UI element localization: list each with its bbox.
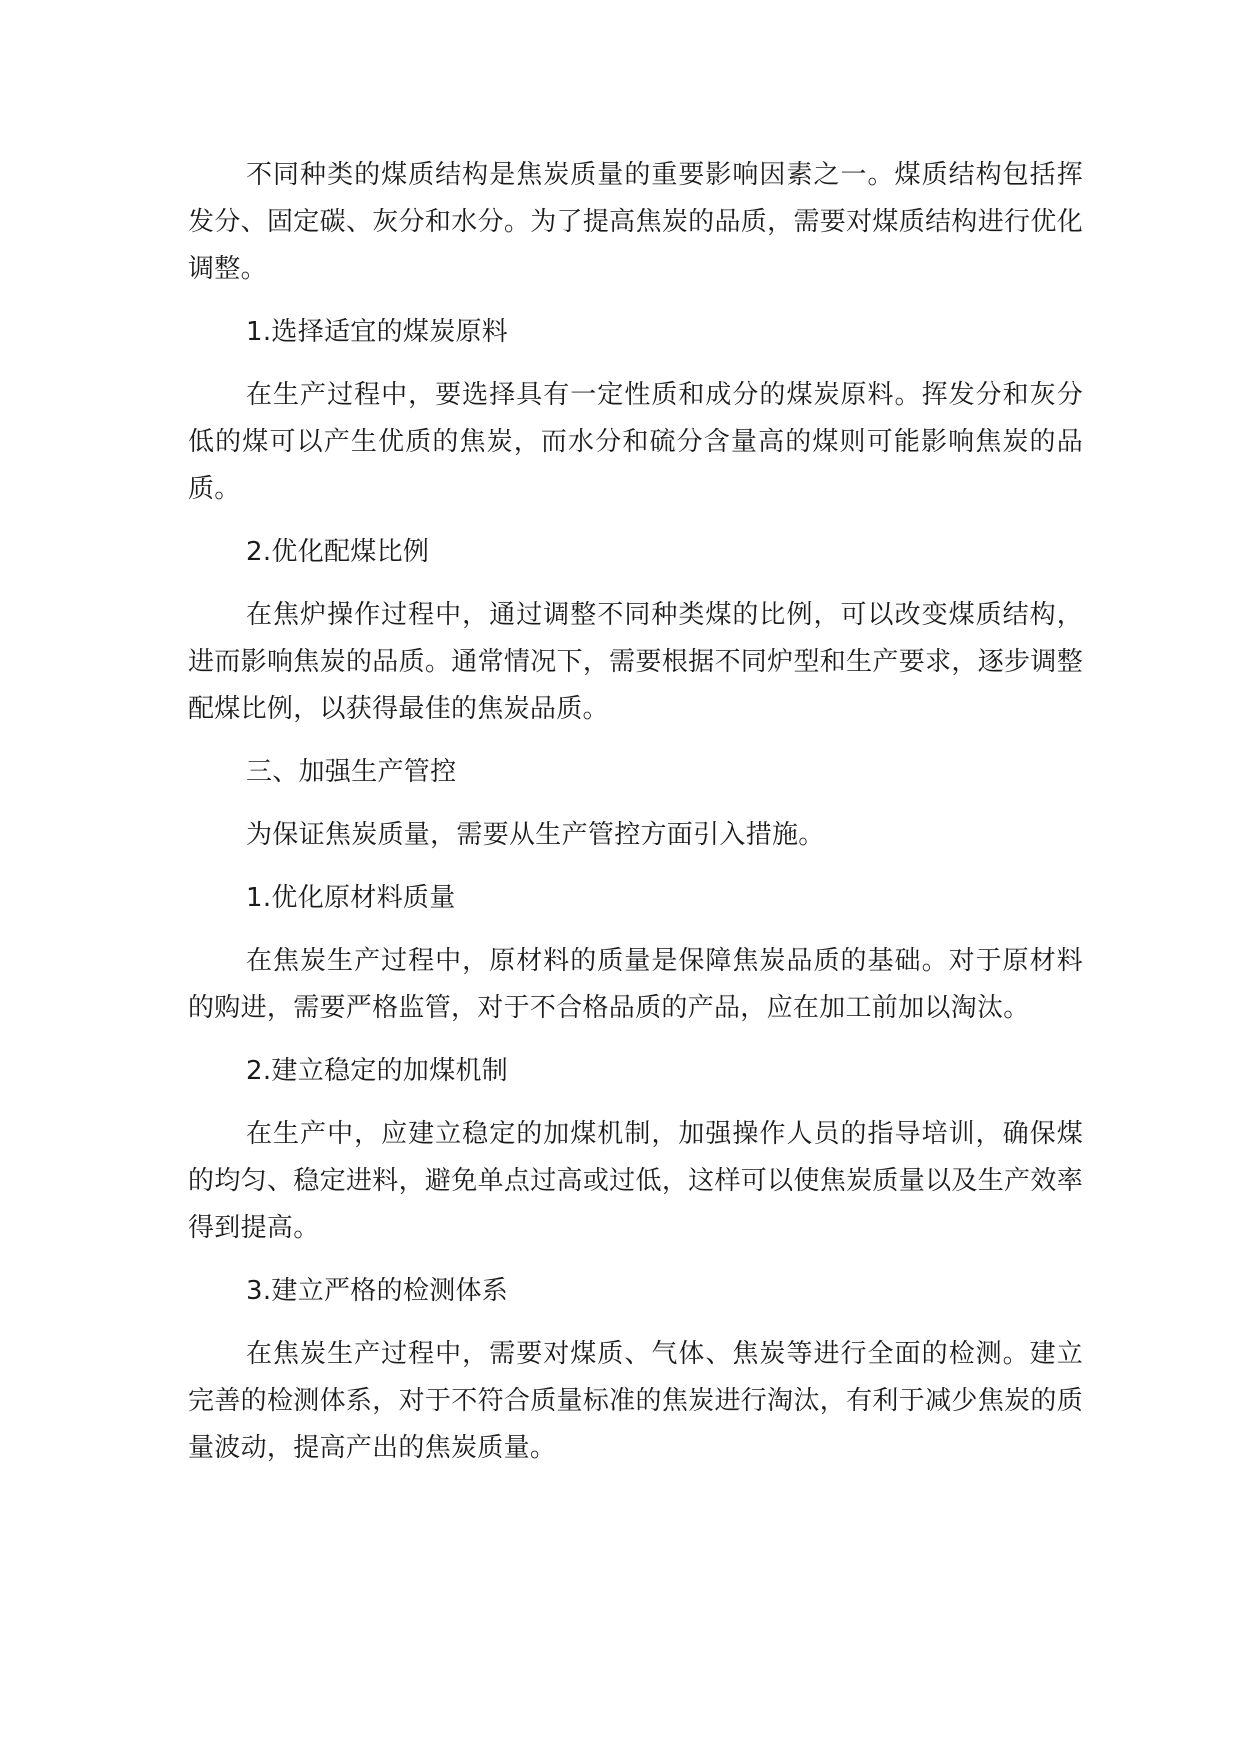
paragraph-raw-material: 在焦炭生产过程中，原材料的质量是保障焦炭品质的基础。对于原材料的购进，需要严格监管，对于不合格品质的产品，应在加工前加以淘汰。 — [188, 946, 1083, 1023]
document-body — [188, 152, 1083, 1488]
heading-select-coal: 1.选择适宜的煤炭原料 — [246, 317, 509, 347]
paragraph-blend-ratio: 在焦炉操作过程中，通过调整不同种类煤的比例，可以改变煤质结构，进而影响焦炭的品质。通常情况下，需要根据不同炉型和生产要求，逐步调整配煤比例，以获得最佳的焦炭品质。 — [188, 600, 1083, 724]
paragraph-coal-structure: 不同种类的煤质结构是焦炭质量的重要影响因素之一。煤质结构包括挥发分、固定碳、灰分和水分。为了提高焦炭的品质，需要对煤质结构进行优化调整。 — [188, 160, 1083, 284]
heading-inspection-system: 3.建立严格的检测体系 — [246, 1276, 509, 1306]
heading-raw-material: 1.优化原材料质量 — [246, 883, 456, 913]
heading-feeding-mechanism: 2.建立稳定的加煤机制 — [246, 1056, 509, 1086]
paragraph-inspection-system: 在焦炭生产过程中，需要对煤质、气体、焦炭等进行全面的检测。建立完善的检测体系，对于不符合质量标准的焦炭进行淘汰，有利于减少焦炭的质量波动，提高产出的焦炭质量。 — [188, 1339, 1083, 1463]
paragraph-select-coal: 在生产过程中，要选择具有一定性质和成分的煤炭原料。挥发分和灰分低的煤可以产生优质的焦炭，而水分和硫分含量高的煤则可能影响焦炭的品质。 — [188, 380, 1083, 504]
heading-production-control: 三、加强生产管控 — [246, 757, 457, 787]
paragraph-feeding-mechanism: 在生产中，应建立稳定的加煤机制，加强操作人员的指导培训，确保煤的均匀、稳定进料，避免单点过高或过低，这样可以使焦炭质量以及生产效率得到提高。 — [188, 1119, 1083, 1243]
heading-blend-ratio: 2.优化配煤比例 — [246, 537, 430, 567]
paragraph-production-control: 为保证焦炭质量，需要从生产管控方面引入措施。 — [246, 820, 825, 850]
